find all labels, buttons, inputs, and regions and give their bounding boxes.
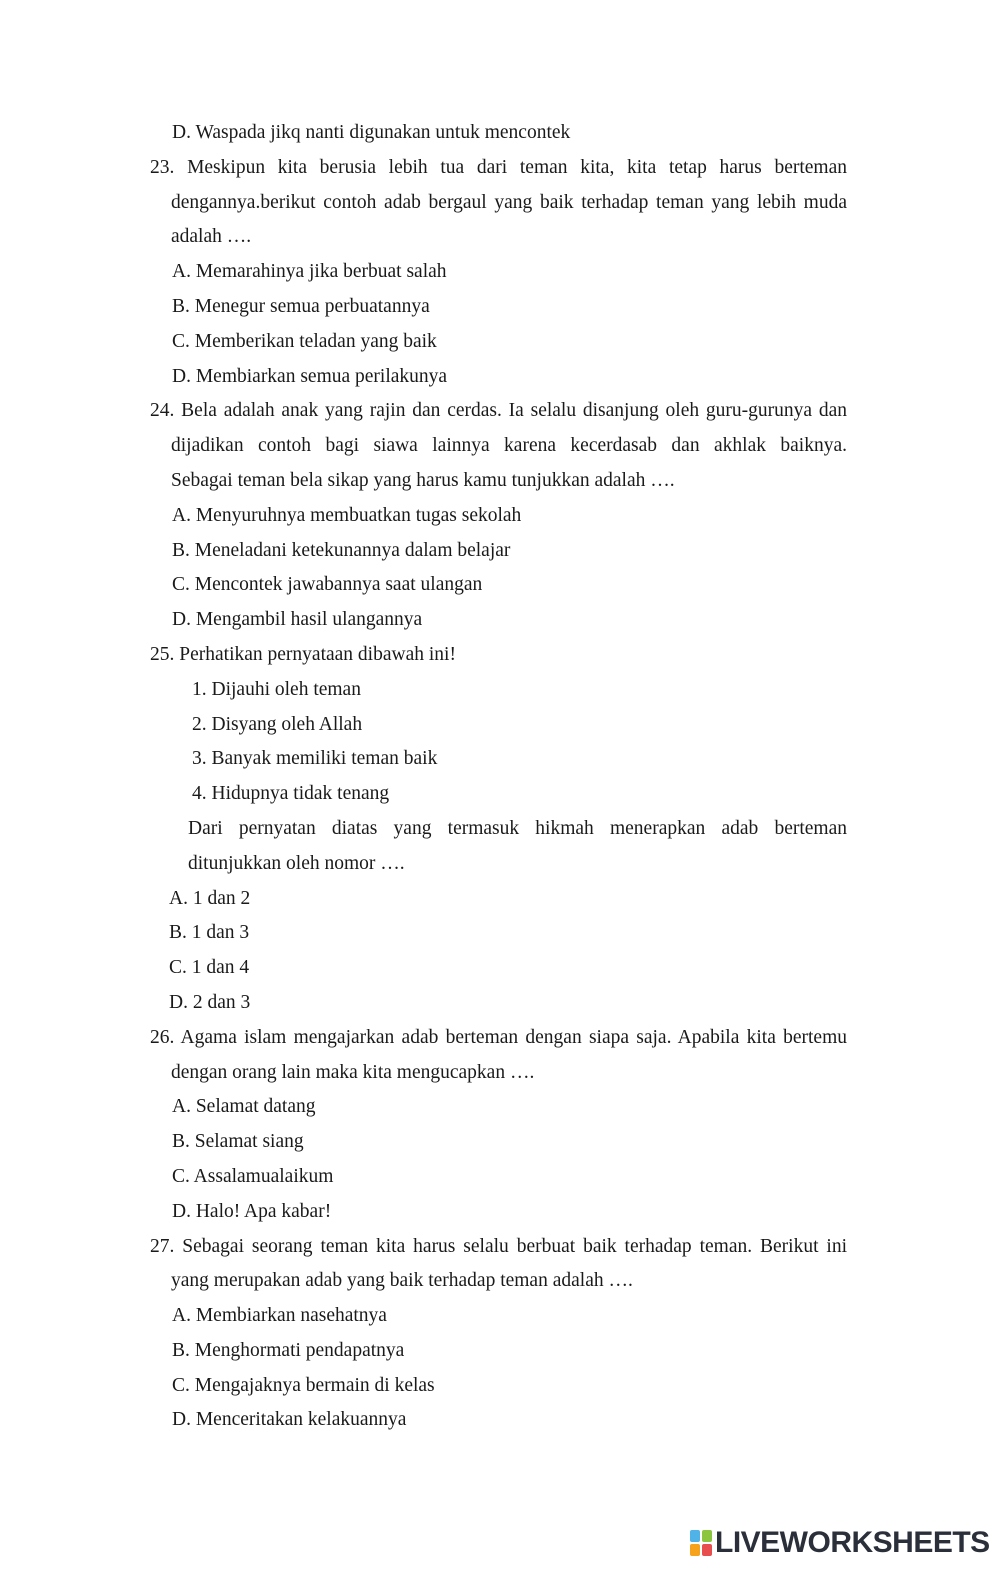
text-line: A. Membiarkan nasehatnya [172,1305,387,1327]
text-line: dengan orang lain maka kita mengucapkan …. [171,1061,535,1083]
text-line: 23. Meskipun kita berusia lebih tua dari teman kita, kita tetap harus berteman [150,156,847,178]
text-line: D. Mengambil hasil ulangannya [172,609,423,631]
text-line: adalah …. [171,226,252,248]
text-line: B. Meneladani ketekunannya dalam belajar [172,539,511,561]
text-line: 2. Disyang oleh Allah [192,713,363,735]
logo-tile [702,1544,712,1556]
logo-tile [690,1544,700,1556]
text-line: 3. Banyak memiliki teman baik [192,748,438,770]
text-line: A. Memarahinya jika berbuat salah [172,261,447,283]
text-line: C. Mencontek jawabannya saat ulangan [172,574,483,596]
text-line: dijadikan contoh bagi siawa lainnya karena kecerdasab dan akhlak baiknya. [171,435,847,457]
text-line: Sebagai teman bela sikap yang harus kamu tunjukkan adalah …. [171,469,675,491]
text-line: 24. Bela adalah anak yang rajin dan cerdas. Ia selalu disanjung oleh guru-gurunya dan [150,400,847,422]
text-line: 25. Perhatikan pernyataan dibawah ini! [150,643,456,665]
text-line: 4. Hidupnya tidak tenang [192,783,390,805]
text-line: B. Menegur semua perbuatannya [172,295,430,317]
text-line: ditunjukkan oleh nomor …. [188,852,405,874]
text-line: C. Assalamualaikum [172,1165,334,1187]
text-line: Dari pernyatan diatas yang termasuk hikmah menerapkan adab berteman [188,817,847,839]
text-line: C. Memberikan teladan yang baik [172,330,437,352]
liveworksheets-logo-icon [690,1530,712,1556]
text-line: C. 1 dan 4 [169,957,250,979]
text-line: B. 1 dan 3 [169,922,250,944]
text-line: D. Membiarkan semua perilakunya [172,365,448,387]
text-line: D. Waspada jikq nanti digunakan untuk mencontek [172,122,571,143]
text-line: B. Selamat siang [172,1131,304,1153]
liveworksheets-watermark [690,1523,990,1563]
text-line: D. Menceritakan kelakuannya [172,1409,407,1431]
text-line: 26. Agama islam mengajarkan adab berteman dengan siapa saja. Apabila kita bertemu [150,1026,847,1048]
text-line: A. Selamat datang [172,1096,316,1118]
worksheet-page [0,116,1000,1438]
text-line: dengannya.berikut contoh adab bergaul yang baik terhadap teman yang lebih muda [171,191,847,213]
text-line: D. Halo! Apa kabar! [172,1200,332,1222]
text-line: B. Menghormati pendapatnya [172,1339,405,1361]
logo-tile [702,1530,712,1542]
text-line: A. Menyuruhnya membuatkan tugas sekolah [172,504,522,526]
logo-tile [690,1530,700,1542]
text-line: C. Mengajaknya bermain di kelas [172,1374,435,1396]
brand-name: LIVEWORKSHEETS [715,1526,990,1559]
text-line: 27. Sebagai seorang teman kita harus selalu berbuat baik terhadap teman. Berikut ini [150,1235,847,1257]
text-line: D. 2 dan 3 [169,991,251,1013]
text-line: yang merupakan adab yang baik terhadap teman adalah …. [171,1270,633,1292]
text-line: 1. Dijauhi oleh teman [192,678,361,700]
text-line: A. 1 dan 2 [169,887,251,909]
